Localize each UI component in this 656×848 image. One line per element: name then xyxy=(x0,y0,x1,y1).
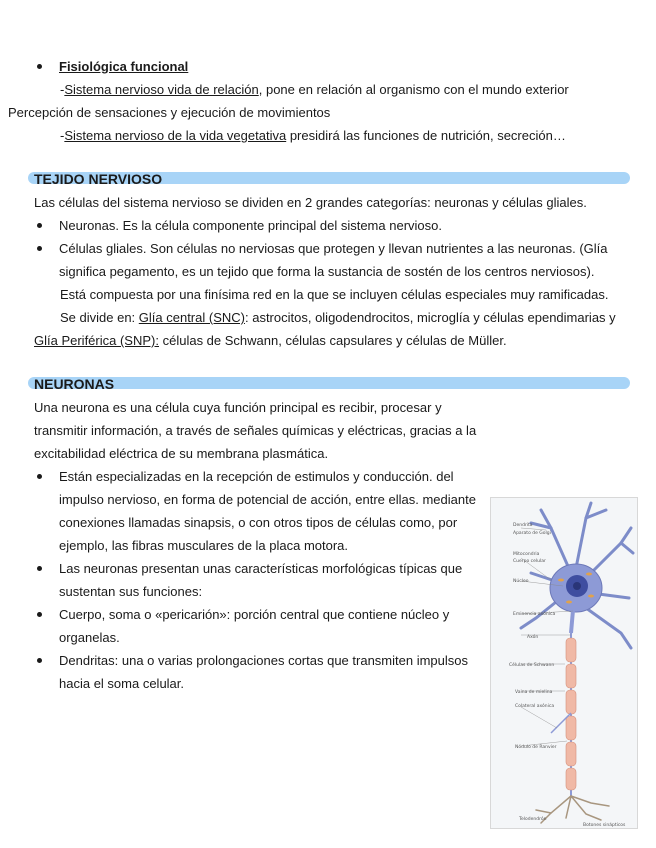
relacion-line2: Percepción de sensaciones y ejecución de movimientos xyxy=(8,105,331,120)
dash: - xyxy=(60,128,65,143)
para2-a: Se divide en: xyxy=(60,310,139,325)
fig-label: Botones sinápticos xyxy=(583,823,626,828)
tejido-heading-label: TEJIDO NERVIOSO xyxy=(34,171,163,187)
fig-label: Dendrita xyxy=(513,523,533,528)
bullet-dot xyxy=(37,223,42,228)
fig-label: Vaina de mielina xyxy=(515,690,553,695)
telodendrion xyxy=(536,796,609,823)
para2-c: células de Schwann, células capsulares y células de Müller. xyxy=(158,333,507,348)
relacion-rest: , pone en relación al organismo con el mundo exterior xyxy=(258,82,569,97)
bullet-gliales xyxy=(34,237,624,283)
fig-label: Colateral axónica xyxy=(515,704,555,709)
neuronas-intro: Una neurona es una célula cuya función principal es recibir, procesar y transmitir información, a través de señales químicas y eléctricas, gracias a la excitabilidad eléctrica de su membrana plasmática. xyxy=(34,400,477,461)
bullet-fisiologica xyxy=(34,55,624,78)
neuron-diagram xyxy=(490,497,638,829)
bullet-dot xyxy=(37,64,42,69)
bullet-text: Dendritas: una o varias prolongaciones cortas que transmiten impulsos hacia el soma celular. xyxy=(59,653,468,691)
glia-central: Glía central (SNC) xyxy=(138,310,245,325)
bullet-dot xyxy=(37,658,42,663)
bullet-dot xyxy=(37,612,42,617)
bullet-morfologicas xyxy=(34,557,494,603)
fig-label: Cuerpo celular xyxy=(513,559,546,564)
paragraph-relacion xyxy=(8,78,624,124)
neuronas-heading-label: NEURONAS xyxy=(34,376,115,392)
para2-b: : astrocitos, oligodendrocitos, microglía y células ependimarias y xyxy=(244,310,616,325)
link-sn-vegetativa: Sistema nervioso de la vida vegetativa xyxy=(64,128,287,143)
bullet-dot xyxy=(37,474,42,479)
fig-label: Axón xyxy=(527,635,539,640)
link-sn-relacion: Sistema nervioso vida de relación xyxy=(64,82,259,97)
bullet-text: Neuronas. Es la célula componente principal del sistema nervioso. xyxy=(59,218,442,233)
bullet-text: Células gliales. Son células no nerviosas que protegen y llevan nutrientes a las neuronas. (Glía significa pegamento, es un tejido que forma la sustancia de sostén de los centros nerviosos). xyxy=(59,241,608,279)
bullet-text: Las neuronas presentan unas características morfológicas típicas que sustentan sus funciones: xyxy=(59,561,463,599)
bullet-dot xyxy=(37,566,42,571)
fig-label: Eminencia axónica xyxy=(513,612,556,617)
fig-label: Telodendrón xyxy=(519,817,547,822)
paragraph-vegetativa xyxy=(34,124,624,147)
bullet-text: Están especializadas en la recepción de estimulos y conducción. del impulso nervioso, en forma de potencial de acción, entre ellas. mediante conexiones llamadas sinapsis, o con otros tipos de células como, por ejemplo, las fibras musculares de la placa motora. xyxy=(59,469,476,553)
neuronas-heading xyxy=(34,374,624,394)
bullet-cuerpo xyxy=(34,603,494,649)
vegetativa-rest: presidirá las funciones de nutrición, secreción… xyxy=(286,128,566,143)
dash: - xyxy=(60,82,65,97)
axon-hillock xyxy=(571,610,573,633)
nucleolus xyxy=(573,582,581,590)
tejido-para1: Está compuesta por una finísima red en la que se incluyen células especiales muy ramificadas. xyxy=(60,287,609,302)
fig-label: Núcleo xyxy=(513,579,529,584)
bullet-neuronas xyxy=(34,214,624,237)
bullet-especializadas xyxy=(34,465,494,557)
bullet-dendritas xyxy=(34,649,494,695)
tejido-para2 xyxy=(34,306,624,352)
fig-label: Mitocondria xyxy=(513,552,540,557)
fisiologica-title: Fisiológica funcional xyxy=(59,59,189,74)
neuronas-text-column xyxy=(34,396,494,695)
fig-label: Aparato de Golgi xyxy=(513,531,551,536)
bullet-text: Cuerpo, soma o «pericarión»: porción central que contiene núcleo y organelas. xyxy=(59,607,450,645)
bullet-dot xyxy=(37,246,42,251)
tejido-intro: Las células del sistema nervioso se dividen en 2 grandes categorías: neuronas y células gliales. xyxy=(34,195,587,210)
neuron-illustration xyxy=(491,498,637,828)
tejido-heading xyxy=(34,169,624,189)
fig-label: Células de Schwann xyxy=(509,663,555,668)
glia-periferica: Glía Periférica (SNP): xyxy=(34,333,159,348)
fig-label: Nódulo de Ranvier xyxy=(515,745,557,750)
